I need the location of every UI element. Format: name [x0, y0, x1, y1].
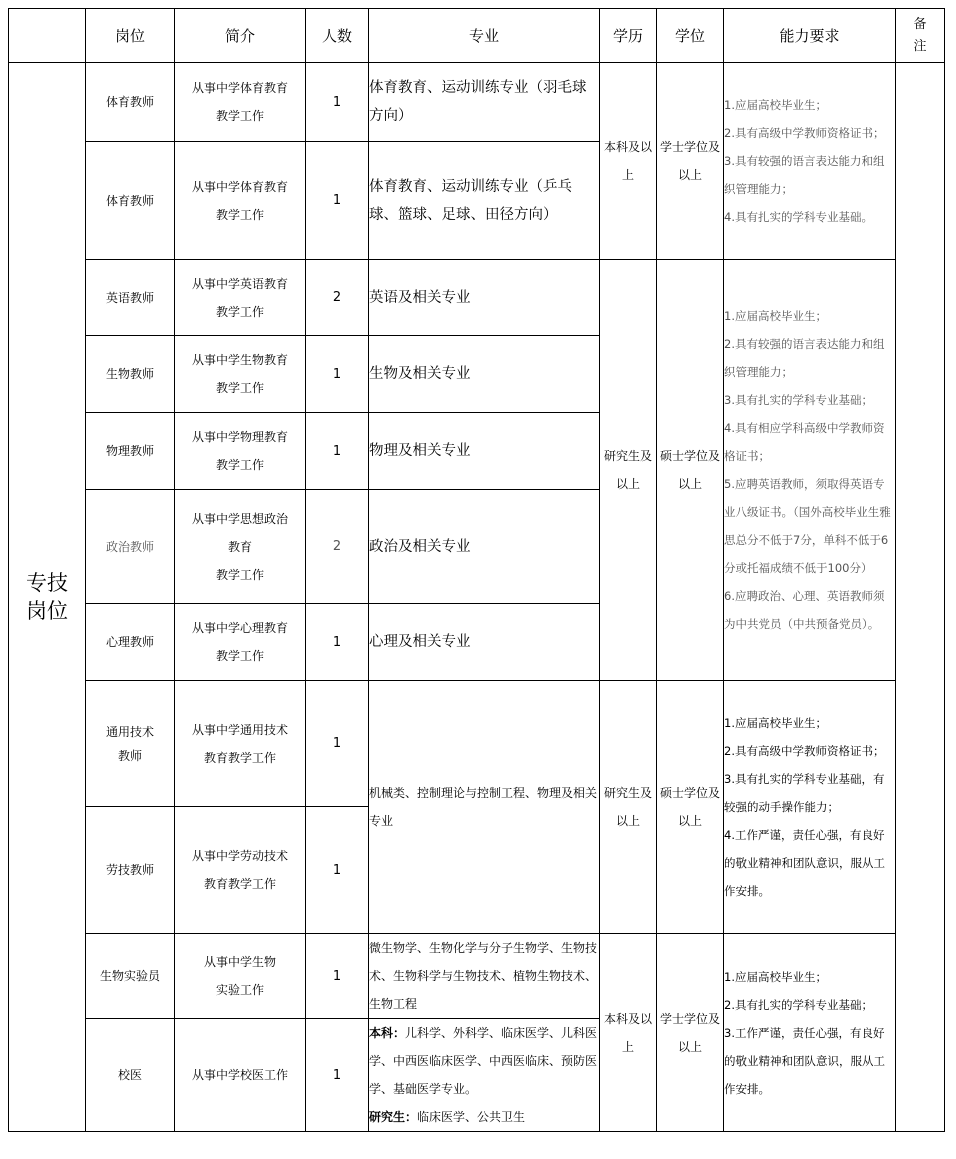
requirement-item: 5.应聘英语教师，须取得英语专业八级证书。（国外高校毕业生雅思总分不低于7分，单科不低于6分或托福成绩不低于100分） — [724, 477, 891, 575]
major-cell: 政治及相关专业 — [369, 490, 600, 604]
category-cell — [9, 63, 86, 1132]
position-cell: 政治教师 — [86, 490, 175, 604]
header-row — [9, 9, 945, 63]
position-cell: 英语教师 — [86, 260, 175, 336]
header-major: 专业 — [369, 9, 600, 63]
requirement-item: 3.工作严谨，责任心强，有良好的敬业精神和团队意识，服从工作安排。 — [724, 1025, 885, 1096]
graduate-majors: 临床医学、公共卫生 — [417, 1110, 526, 1124]
count-cell: 1 — [306, 934, 369, 1019]
undergrad-majors: 儿科学、外科学、临床医学、儿科医学、中西医临床医学、中西医临床、预防医学、基础医学专业。 — [369, 1026, 598, 1096]
requirement-item: 4.具有扎实的学科专业基础。 — [724, 210, 873, 224]
intro-line: 教育教学工作 — [203, 750, 276, 765]
table-row — [9, 63, 945, 142]
header-intro: 简介 — [175, 9, 306, 63]
major-cell: 心理及相关专业 — [369, 604, 600, 681]
requirement-item: 2.具有较强的语言表达能力和组织管理能力； — [724, 337, 885, 379]
intro-cell — [175, 681, 306, 807]
intro-line: 教学工作 — [215, 304, 264, 319]
count-cell: 1 — [306, 413, 369, 490]
position-cell: 体育教师 — [86, 142, 175, 260]
count-cell: 1 — [306, 681, 369, 807]
requirements-cell — [724, 681, 896, 934]
position-line: 教师 — [117, 748, 142, 763]
requirement-item: 2.具有高级中学教师资格证书； — [724, 126, 885, 140]
requirement-item: 3.具有较强的语言表达能力和组织管理能力； — [724, 154, 885, 196]
requirement-item: 2.具有高级中学教师资格证书； — [724, 744, 885, 758]
intro-line: 教学工作 — [215, 207, 264, 222]
intro-line: 从事中学英语教育 — [191, 276, 288, 291]
intro-line: 从事中学生物教育 — [191, 353, 288, 367]
intro-cell — [175, 63, 306, 142]
education-cell: 研究生及以上 — [600, 260, 657, 681]
header-note-line-2: 注 — [913, 38, 927, 54]
position-cell: 心理教师 — [86, 604, 175, 681]
degree-cell: 学士学位及以上 — [657, 934, 724, 1132]
intro-line: 教学工作 — [215, 567, 264, 582]
requirement-item: 6.应聘政治、心理、英语教师须为中共党员（中共预备党员）。 — [724, 589, 885, 631]
intro-cell — [175, 807, 306, 934]
requirements-cell — [724, 63, 896, 260]
header-position: 岗位 — [86, 9, 175, 63]
intro-line: 教育教学工作 — [203, 877, 276, 891]
major-cell: 体育教育、运动训练专业（羽毛球方向） — [369, 63, 600, 142]
intro-line: 从事中学通用技术 — [191, 722, 288, 737]
major-cell: 英语及相关专业 — [369, 260, 600, 336]
intro-line: 从事中学心理教育 — [191, 621, 288, 635]
intro-line: 实验工作 — [215, 983, 264, 997]
degree-cell: 学士学位及以上 — [657, 63, 724, 260]
intro-line: 从事中学体育教育 — [191, 179, 288, 194]
education-cell: 本科及以上 — [600, 934, 657, 1132]
header-degree: 学位 — [657, 9, 724, 63]
position-cell: 校医 — [86, 1019, 175, 1132]
intro-cell — [175, 336, 306, 413]
degree-cell: 硕士学位及以上 — [657, 260, 724, 681]
count-cell: 1 — [306, 142, 369, 260]
table-row — [9, 681, 945, 807]
requirements-cell — [724, 260, 896, 681]
intro-line: 教学工作 — [215, 458, 264, 472]
intro-cell — [175, 934, 306, 1019]
requirement-item: 2.具有扎实的学科专业基础； — [724, 997, 873, 1012]
intro-line: 教育 — [227, 539, 252, 554]
requirement-item: 1.应届高校毕业生； — [724, 309, 827, 323]
intro-line: 教学工作 — [215, 381, 264, 395]
count-cell: 1 — [306, 807, 369, 934]
intro-line: 教学工作 — [215, 649, 264, 663]
degree-cell: 硕士学位及以上 — [657, 681, 724, 934]
category-line-1: 专技 — [26, 571, 68, 595]
major-cell: 体育教育、运动训练专业（乒乓球、篮球、足球、田径方向） — [369, 142, 600, 260]
undergrad-label: 本科： — [369, 1026, 406, 1040]
position-cell: 生物教师 — [86, 336, 175, 413]
header-requirements: 能力要求 — [724, 9, 896, 63]
count-cell: 1 — [306, 1019, 369, 1132]
intro-line: 教学工作 — [215, 109, 264, 123]
count-cell: 2 — [306, 490, 369, 604]
major-line-undergrad — [369, 1026, 597, 1096]
count-cell: 1 — [306, 336, 369, 413]
intro-cell — [175, 142, 306, 260]
position-cell: 生物实验员 — [86, 934, 175, 1019]
major-cell: 物理及相关专业 — [369, 413, 600, 490]
header-category — [9, 9, 86, 63]
intro-cell — [175, 490, 306, 604]
position-cell: 物理教师 — [86, 413, 175, 490]
requirement-item: 4.具有相应学科高级中学教师资格证书； — [724, 421, 885, 463]
position-cell: 体育教师 — [86, 63, 175, 142]
header-education: 学历 — [600, 9, 657, 63]
requirement-item: 1.应届高校毕业生； — [724, 98, 827, 112]
header-count: 人数 — [306, 9, 369, 63]
requirement-item: 3.具有扎实的学科专业基础，有较强的动手操作能力； — [724, 772, 885, 814]
header-note-line-1: 备 — [913, 16, 927, 32]
education-cell: 本科及以上 — [600, 63, 657, 260]
education-cell: 研究生及以上 — [600, 681, 657, 934]
major-line-graduate — [369, 1103, 599, 1131]
major-cell: 机械类、控制理论与控制工程、物理及相关专业 — [369, 681, 600, 934]
intro-line: 从事中学体育教育 — [191, 81, 288, 95]
requirement-item: 1.应届高校毕业生； — [724, 716, 827, 730]
intro-line: 从事中学思想政治 — [191, 511, 288, 526]
table-row — [9, 260, 945, 336]
requirement-item: 1.应届高校毕业生； — [724, 969, 827, 984]
intro-line: 从事中学生物 — [203, 955, 276, 969]
count-cell: 2 — [306, 260, 369, 336]
position-cell: 劳技教师 — [86, 807, 175, 934]
intro-cell — [175, 413, 306, 490]
intro-line: 从事中学物理教育 — [191, 430, 288, 444]
major-cell: 微生物学、生物化学与分子生物学、生物技术、生物科学与生物技术、植物生物技术、生物工程 — [369, 934, 600, 1019]
major-cell: 生物及相关专业 — [369, 336, 600, 413]
major-cell — [369, 1019, 600, 1132]
requirement-item: 3.具有扎实的学科专业基础； — [724, 393, 873, 407]
requirement-item: 4.工作严谨，责任心强，有良好的敬业精神和团队意识，服从工作安排。 — [724, 828, 885, 898]
intro-line: 从事中学劳动技术 — [191, 849, 288, 863]
note-cell — [896, 63, 945, 1132]
intro-cell: 从事中学校医工作 — [175, 1019, 306, 1132]
category-line-2: 岗位 — [26, 599, 68, 623]
requirements-cell — [724, 934, 896, 1132]
count-cell: 1 — [306, 604, 369, 681]
job-table — [8, 8, 945, 1132]
position-line: 通用技术 — [105, 724, 154, 739]
intro-cell — [175, 604, 306, 681]
table-row — [9, 934, 945, 1019]
intro-cell — [175, 260, 306, 336]
position-cell — [86, 681, 175, 807]
header-note — [896, 9, 945, 63]
count-cell: 1 — [306, 63, 369, 142]
graduate-label: 研究生： — [369, 1110, 418, 1124]
